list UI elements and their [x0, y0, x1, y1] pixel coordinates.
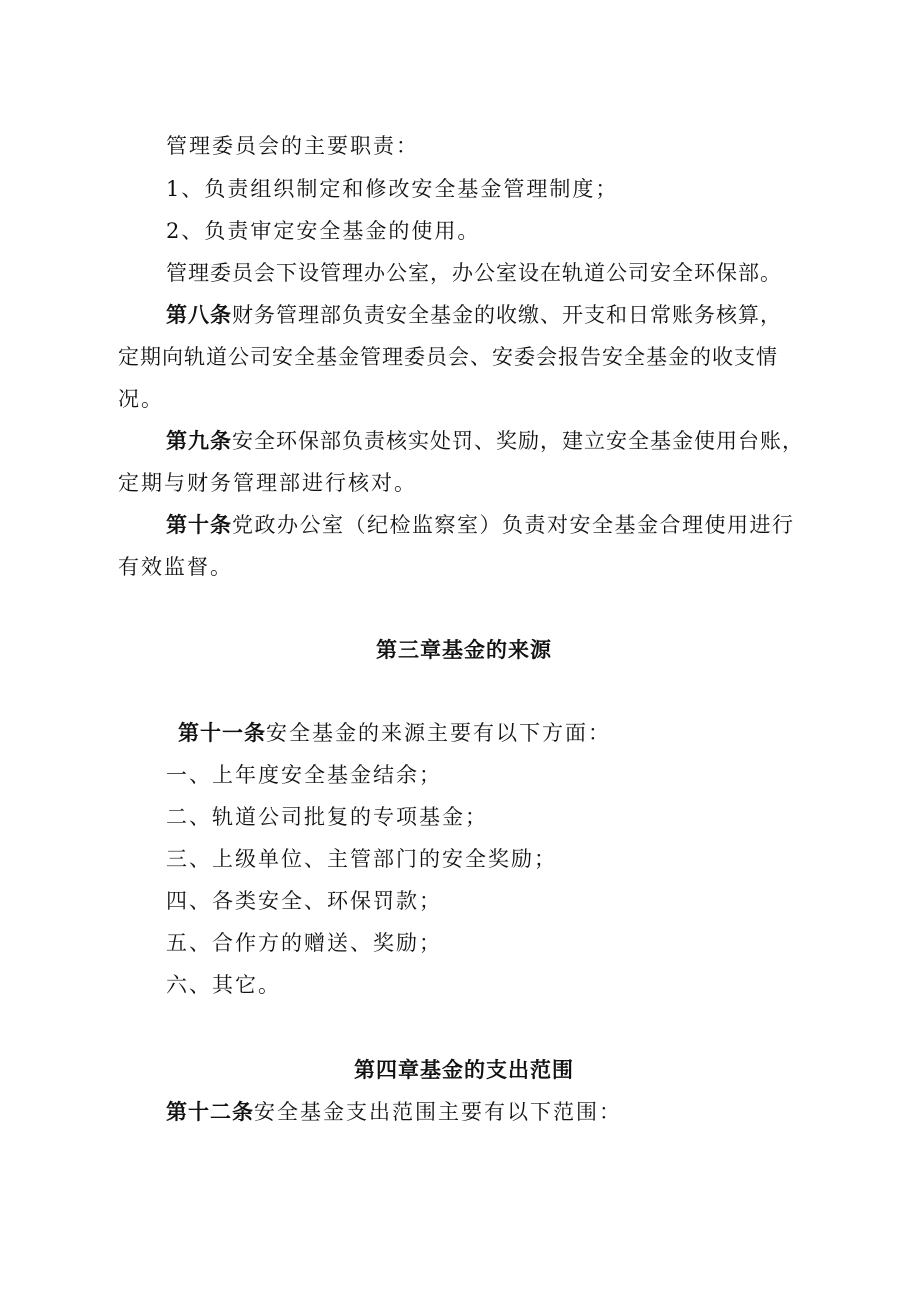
- paragraph-duty-1: [166, 174, 618, 204]
- text: 定期与财务管理部进行核对。: [118, 471, 417, 495]
- text: 管理委员会下设管理办公室，办公室设在轨道公司安全环保部。: [166, 261, 782, 285]
- source-item-4: 四、各类安全、环保罚款；: [166, 889, 442, 913]
- text: 安全基金的来源主要有以下方面：: [266, 721, 611, 745]
- text: 安全环保部负责核实处罚、奖励，建立安全基金使用台账，: [232, 429, 804, 453]
- chapter-3-title: 第三章基金的来源: [376, 637, 552, 662]
- article-10-label: 第十条: [166, 512, 232, 537]
- paragraph-duty-2: [166, 216, 480, 246]
- article-8-line-2: [118, 342, 778, 372]
- text: 财务管理部负责安全基金的收缴、开支和日常账务核算，: [232, 303, 782, 327]
- article-9-label: 第九条: [166, 428, 232, 453]
- text: 1、负责组织制定和修改安全基金管理制度；: [166, 177, 619, 201]
- source-item-2: 二、轨道公司批复的专项基金；: [166, 805, 488, 829]
- article-12-label: 第十二条: [166, 1099, 254, 1124]
- article-8-line-3: [118, 384, 164, 414]
- text: 有效监督。: [118, 555, 233, 579]
- article-12: [166, 1097, 622, 1127]
- text: 2、负责审定安全基金的使用。: [166, 219, 481, 243]
- article-8-label: 第八条: [166, 302, 232, 327]
- text: 管理委员会的主要职责：: [166, 134, 419, 158]
- article-9-line-2: [118, 468, 417, 498]
- article-9-line-1: [166, 426, 804, 456]
- source-item-6: 六、其它。: [166, 973, 281, 997]
- source-item-5: 五、合作方的赠送、奖励；: [166, 931, 442, 955]
- text: 况。: [118, 387, 164, 411]
- article-11-label: 第十一条: [178, 720, 266, 745]
- text: 党政办公室（纪检监察室）负责对安全基金合理使用进行: [232, 513, 795, 537]
- article-11: [178, 718, 611, 748]
- paragraph-committee-duties: [166, 131, 419, 161]
- article-8-line-1: [166, 300, 782, 330]
- chapter-4-title: 第四章基金的支出范围: [354, 1057, 574, 1082]
- paragraph-office: [166, 258, 782, 288]
- source-item-1: 一、上年度安全基金结余；: [166, 763, 442, 787]
- text: 定期向轨道公司安全基金管理委员会、安委会报告安全基金的收支情: [118, 345, 778, 369]
- source-item-3: 三、上级单位、主管部门的安全奖励；: [166, 847, 557, 871]
- text: 安全基金支出范围主要有以下范围：: [254, 1100, 622, 1124]
- article-10-line-2: [118, 552, 233, 582]
- article-10-line-1: [166, 510, 795, 540]
